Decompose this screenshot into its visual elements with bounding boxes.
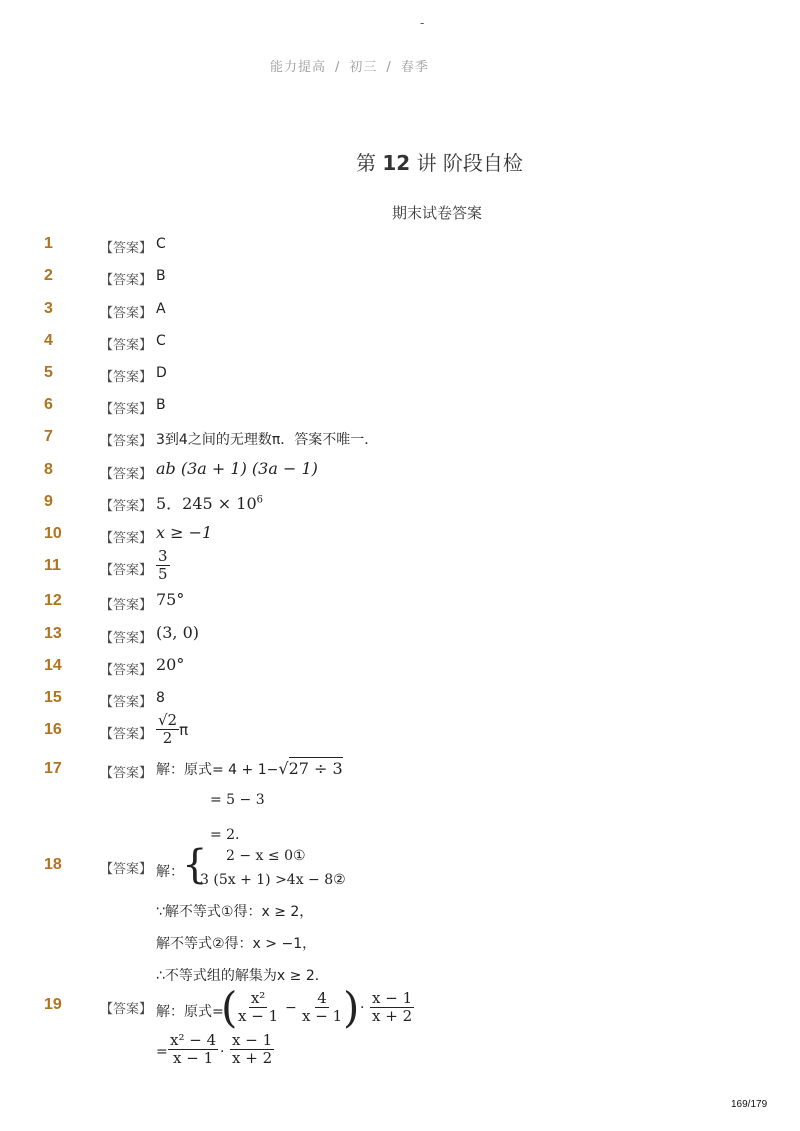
question-number: 5 xyxy=(44,364,53,381)
question-number: 13 xyxy=(44,625,62,642)
fraction-numerator: 4 xyxy=(317,989,327,1007)
answer-label: 【答案】 xyxy=(100,306,153,321)
solution-prefix: 解：原式= xyxy=(156,1004,224,1020)
fraction-denominator: 2 xyxy=(162,729,173,748)
sqrt-radicand: 27 ÷ 3 xyxy=(288,759,343,778)
fraction-denominator: x + 2 xyxy=(232,1049,273,1068)
answer-value: D xyxy=(156,365,167,381)
answer-base: 5．245 × 10 xyxy=(156,494,257,513)
fraction-numerator: 3 xyxy=(158,547,168,565)
breadcrumb-grade: 初三 xyxy=(349,60,378,75)
question-number: 9 xyxy=(44,493,53,510)
answer-value: A xyxy=(156,301,166,317)
question-number: 16 xyxy=(44,721,62,738)
multiply-dot: · xyxy=(220,1044,225,1060)
answer-label: 【答案】 xyxy=(100,338,153,353)
answer-label: 【答案】 xyxy=(100,467,153,482)
breadcrumb-level: 能力提高 xyxy=(270,60,327,75)
answer-value: 8 xyxy=(156,690,165,706)
answer-label: 【答案】 xyxy=(100,631,153,646)
solution-line: = 2． xyxy=(210,827,250,843)
breadcrumb-separator: / xyxy=(335,60,341,75)
breadcrumb-season: 春季 xyxy=(400,60,429,75)
inequality-1: 2 − x ≤ 0① xyxy=(226,848,306,864)
lecture-number: 12 xyxy=(382,151,411,175)
equals-sign: = xyxy=(156,1044,168,1060)
solution-line: ∴不等式组的解集为x ≥ 2． xyxy=(156,968,329,984)
fraction-denominator: x − 1 xyxy=(173,1049,214,1068)
answer-label: 【答案】 xyxy=(100,499,153,514)
fraction-numerator: x² − 4 xyxy=(170,1031,217,1049)
question-number: 19 xyxy=(44,996,62,1013)
right-paren: ) xyxy=(343,983,360,1032)
answer-label: 【答案】 xyxy=(100,531,153,546)
question-number: 17 xyxy=(44,760,62,777)
breadcrumb-separator: / xyxy=(386,60,392,75)
multiply-dot: · xyxy=(360,1000,365,1016)
fraction-denominator: x − 1 xyxy=(238,1007,279,1026)
question-number: 15 xyxy=(44,689,62,706)
fraction xyxy=(230,1032,274,1068)
answer-label: 【答案】 xyxy=(100,273,153,288)
question-number: 1 xyxy=(44,235,53,252)
question-number: 7 xyxy=(44,428,53,445)
answer-fraction xyxy=(156,712,188,748)
fraction xyxy=(156,548,170,584)
question-number: 12 xyxy=(44,592,62,609)
answer-value: B xyxy=(156,268,166,284)
solution-line: 解不等式②得：x > −1， xyxy=(156,936,317,952)
answer-label: 【答案】 xyxy=(100,370,153,385)
system-brace: { xyxy=(182,842,208,888)
question-number: 4 xyxy=(44,332,53,349)
answer-label: 【答案】 xyxy=(100,862,153,877)
answer-label: 【答案】 xyxy=(100,241,153,256)
answer-label: 【答案】 xyxy=(100,1002,153,1017)
answer-formula: ab (3a + 1) (3a − 1) xyxy=(156,459,318,478)
question-number: 10 xyxy=(44,525,62,542)
fraction-denominator: x + 2 xyxy=(372,1007,413,1026)
answer-label: 【答案】 xyxy=(100,727,153,742)
fraction xyxy=(236,990,280,1026)
fraction-denominator: 5 xyxy=(158,565,168,584)
section-title: 期末试卷答案 xyxy=(392,204,483,222)
minus-sign: − xyxy=(285,1000,297,1016)
fraction-numerator: x − 1 xyxy=(372,989,413,1007)
question-number: 8 xyxy=(44,461,53,478)
lecture-prefix: 第 xyxy=(356,151,376,175)
lecture-suffix: 讲 阶段自检 xyxy=(416,151,523,175)
answer-label: 【答案】 xyxy=(100,766,153,781)
answer-formula: (3, 0) xyxy=(156,623,200,642)
answer-label: 【答案】 xyxy=(100,695,153,710)
inequality-2: 3 (5x + 1) >4x − 8② xyxy=(200,872,346,888)
solution-text: 解：原式= 4 + 1− xyxy=(156,762,279,778)
answer-value: C xyxy=(156,236,166,252)
sqrt-symbol: √ xyxy=(278,759,289,778)
question-number: 3 xyxy=(44,300,53,317)
fraction xyxy=(156,712,179,748)
answer-value: B xyxy=(156,397,166,413)
answer-label: 【答案】 xyxy=(100,663,153,678)
question-number: 2 xyxy=(44,267,53,284)
answer-label: 【答案】 xyxy=(100,434,153,449)
fraction-denominator: x − 1 xyxy=(302,1007,343,1026)
answer-formula: 75° xyxy=(156,590,185,609)
answer-exponent: 6 xyxy=(256,494,264,506)
answer-formula: x ≥ −1 xyxy=(156,523,213,542)
solution-line: = 5 − 3 xyxy=(210,792,265,808)
answer-formula xyxy=(156,491,263,514)
question-number: 14 xyxy=(44,657,62,674)
page-title xyxy=(356,147,523,176)
fraction-numerator: x − 1 xyxy=(232,1031,273,1049)
answer-value: C xyxy=(156,333,166,349)
fraction xyxy=(168,1032,218,1068)
top-mark: - xyxy=(420,16,425,30)
answer-label: 【答案】 xyxy=(100,563,153,578)
breadcrumb xyxy=(270,56,429,75)
answer-label: 【答案】 xyxy=(100,402,153,417)
question-number: 6 xyxy=(44,396,53,413)
solution-line xyxy=(156,759,343,779)
solution-line: ∵解不等式①得：x ≥ 2， xyxy=(156,904,314,920)
answer-fraction xyxy=(156,548,170,584)
page-number: 169/179 xyxy=(731,1099,768,1110)
answer-value: 3到4之间的无理数π．答案不唯一． xyxy=(156,432,379,448)
answer-formula: 20° xyxy=(156,655,185,674)
pi-symbol: π xyxy=(179,720,189,739)
fraction-numerator: x² xyxy=(250,989,266,1007)
fraction xyxy=(370,990,414,1026)
question-number: 18 xyxy=(44,856,62,873)
solution-prefix: 解： xyxy=(156,864,184,880)
answer-label: 【答案】 xyxy=(100,598,153,613)
question-number: 11 xyxy=(44,557,61,574)
fraction xyxy=(300,990,344,1026)
fraction-numerator: √2 xyxy=(158,711,178,729)
left-paren: ( xyxy=(221,983,238,1032)
